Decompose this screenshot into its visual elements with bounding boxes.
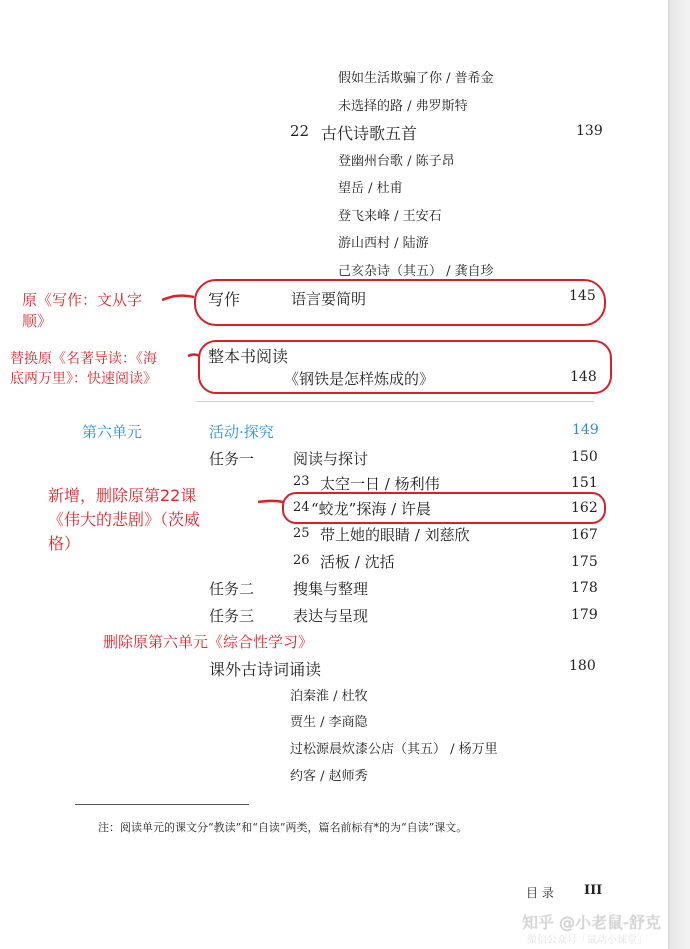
footnote: 注：阅读单元的课文分“教读”和“自读”两类，篇名前标有*的为“自读”课文。 [98,821,468,834]
footer-label: 目 录 [526,886,554,900]
page-number: 150 [571,449,598,465]
lesson-number: 25 [293,526,310,541]
toc-entry-poem: 登幽州台歌 / 陈子昂 [338,154,455,169]
annotation-note-lesson24: 新增，删除原第22课 《伟大的悲剧》（茨威 格） [48,486,201,553]
toc-entry-poem: 贾生 / 李商隐 [290,715,368,730]
toc-entry-poem: 约客 / 赵师秀 [290,769,368,784]
page-number: 180 [569,658,596,674]
page-number: 178 [571,580,598,596]
section-label: 写作 [208,290,241,309]
page-number: 149 [572,422,599,438]
toc-entry-poem: 假如生活欺骗了你 / 普希金 [338,71,494,86]
toc-entry-poem: 登飞来峰 / 王安石 [338,209,442,224]
unit-title: 活动·探究 [209,423,274,441]
task-label: 任务二 [209,580,255,598]
annotation-note-wholebook: 替换原《名著导读：《海 底两万里》：快速阅读》 [10,351,157,387]
page-number: 179 [571,607,598,623]
lesson-number: 26 [293,553,310,568]
task-title: 阅读与探讨 [293,450,369,468]
footer-page-number: III [584,883,603,898]
watermark: 知乎 @小老鼠-舒克 [522,913,661,932]
task-label: 任务一 [209,450,255,468]
page-number: 175 [571,554,598,570]
watermark-sub: 微信公众号「鼠动小课堂」 [527,935,647,946]
page-number: 162 [571,500,598,516]
toc-entry-poem: 未选择的路 / 弗罗斯特 [338,99,468,114]
section-title: 《钢铁是怎样炼成的》 [284,370,435,388]
annotation-stroke [162,296,194,300]
task-label: 任务三 [209,607,255,625]
lesson-title: 带上她的眼睛 / 刘慈欣 [320,526,470,544]
annotation-stroke [188,355,200,357]
annotation-note-unit6: 删除原第六单元《综合性学习》 [103,633,314,651]
section-title: 语言要简明 [291,290,367,308]
section-title: 课外古诗词诵读 [209,660,322,679]
lesson-title: 活板 / 沈括 [320,553,395,571]
page-number: 139 [576,123,603,139]
section-label: 整本书阅读 [208,347,289,366]
toc-entry-poem: 游山西村 / 陆游 [338,236,429,251]
lesson-number: 22 [290,122,310,140]
unit-label: 第六单元 [82,423,143,441]
annotation-note-writing: 原《写作：文从字 顺》 [22,291,143,330]
toc-entry-poem: 望岳 / 杜甫 [338,181,403,196]
page-number: 151 [571,475,598,491]
toc-entry-poem: 己亥杂诗（其五） / 龚自珍 [338,264,494,279]
page-number: 148 [570,369,597,385]
lesson-title: “蛟龙”探海 / 许晨 [311,500,431,518]
page-number: 167 [571,527,598,543]
task-title: 表达与呈现 [293,607,369,625]
lesson-number: 24 [293,500,310,515]
toc-entry-poem: 泊秦淮 / 杜牧 [290,689,368,704]
page-number: 145 [569,288,596,304]
annotation-stroke [258,501,283,502]
lesson-title: 古代诗歌五首 [321,124,418,143]
lesson-title: 太空一日 / 杨利伟 [320,475,440,493]
lesson-number: 23 [293,474,310,489]
task-title: 搜集与整理 [293,580,369,598]
toc-entry-poem: 过松源晨炊漆公店（其五） / 杨万里 [290,742,498,757]
